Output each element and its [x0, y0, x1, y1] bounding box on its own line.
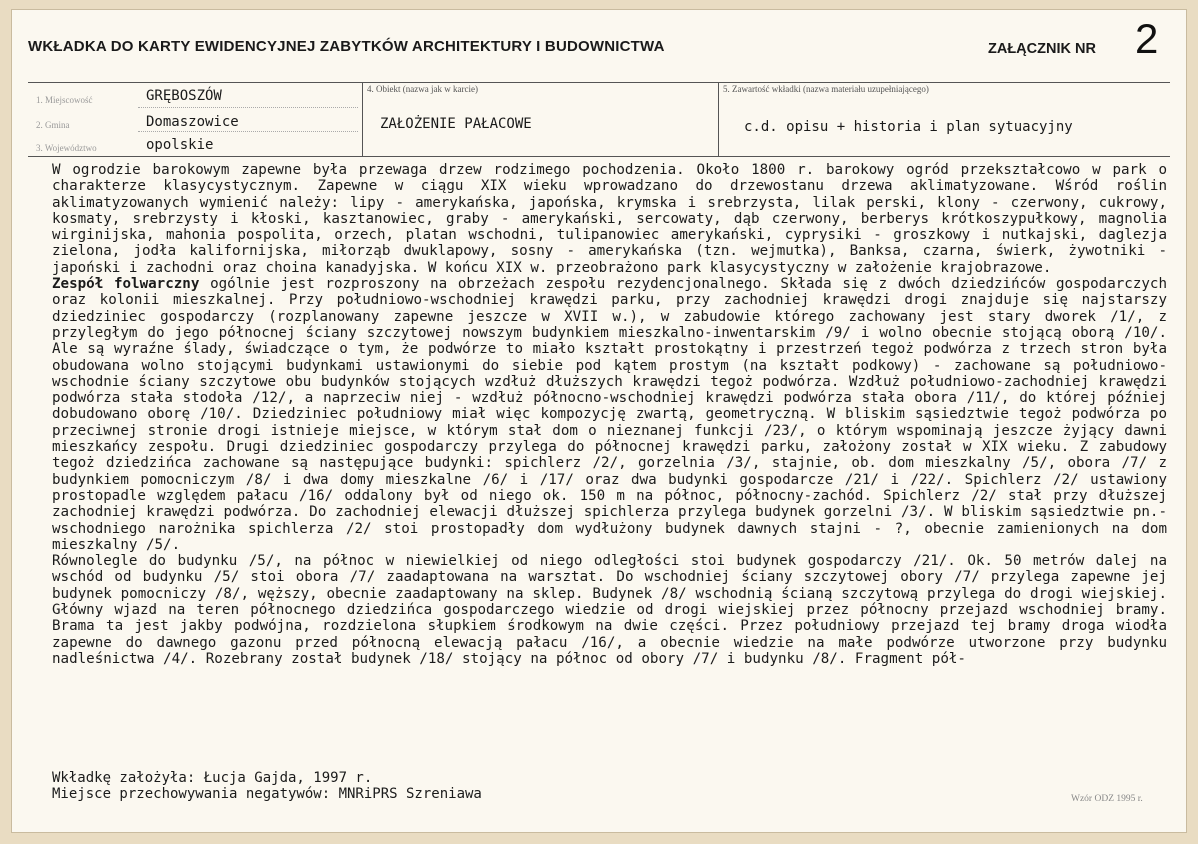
description-body	[52, 162, 1167, 667]
form-divider-2	[718, 82, 719, 156]
zawartosc-value: c.d. opisu + historia i plan sytuacyjny	[744, 119, 1073, 135]
wojewodztwo-value: opolskie	[146, 137, 214, 153]
annex-label: ZAŁĄCZNIK NR	[988, 41, 1096, 57]
gmina-label: 2. Gmina	[36, 120, 70, 130]
paragraph-buildings: Równolegle do budynku /5/, na północ w niewielkiej od niego odległości stoi budynek gospodarczy /21/. Ok. 50 metrów dalej na wschód od budynku /5/ stoi obora /7/ zaadaptowana na warsztat. Do wschodniej ściany szczytowej obory /7/ przylega zapewne jej budynek pomocniczy /8/, węższy, obecnie zaadaptowany na sklep. Budynek /8/ wschodnią ścianą szczytową przylega do drogi wiejskiej. Główny wjazd na teren północnego dziedzińca gospodarczego wiedzie od drogi wiejskiej przez północny przejazd wschodniej bramy. Brama ta jest jakby podwójna, rozdzielona słupkiem środkowym na dwie części. Przez południowy przejazd tej bramy droga wiodła zapewne do dawnego gazonu przed północną elewacją pałacu /16/, a obecnie wiedzie na małe podwórze utworzone przy budynku nadleśnictwa /4/. Rozebrany został budynek /18/ stojący na północ od obory /7/ i budynku /8/. Fragment pół-	[52, 553, 1167, 667]
document-title: WKŁADKA DO KARTY EWIDENCYJNEJ ZABYTKÓW ARCHITEKTURY I BUDOWNICTWA	[28, 38, 665, 55]
form-model-note: Wzór ODZ 1995 r.	[1071, 794, 1143, 804]
location-underline-2	[138, 131, 358, 132]
gmina-value: Domaszowice	[146, 114, 239, 130]
miejscowosc-label: 1. Miejscowość	[36, 95, 93, 105]
paragraph-farm	[52, 276, 1167, 553]
miejscowosc-value: GRĘBOSZÓW	[146, 88, 222, 104]
paragraph-farm-text: ogólnie jest rozproszony na obrzeżach zespołu rezydencjonalnego. Składa się z dwóch dziedzińców gospodarczych oraz kolonii mieszkalnej. Przy południowo-wschodniej krawędzi parku, przy zachodniej krawędzi drogi znajduje się najstarszy dziedziniec gospodarczy (rozplanowany zapewne jeszcze w XVII w.), w zabudowie którego zachowany jest stary dworek /1/, z przyległym do jego północnej ściany szczytowej nowszym budynkiem mieszkalno-inwentarskim /9/ i wolno obecnie stojącą oborą /10/. Ale są wyraźne ślady, świadczące o tym, że podwórze to miało kształt prostokątny i przestrzeń tegoż podwórza z trzech stron była obudowana wolno stojącymi budynkami ustawionymi do siebie pod kątem prostym (na kształt podkowy) - zachowane są południowo-wschodnie ściany szczytowe obu budynków stojących wzdłuż dłuższych krawędzi tegoż podwórza. Wzdłuż południowo-zachodniej krawędzi podwórza stała stodoła /12/, a naprzeciw niej - wzdłuż północno-wschodniej krawędzi podwórza stała obora /11/, do której później dobudowano oborę /10/. Dziedziniec południowy miał więc kompozycję zwartą, geometryczną. W bliskim sąsiedztwie tegoż podwórza po przeciwnej stronie drogi istnieje miejsce, w którym stał dom o nieznanej funkcji /23/, o którym wspominają jeszcze żyjący dawni mieszkańcy zespołu. Drugi dziedziniec gospodarczy przylega do północnej krawędzi parku, założony został w XIX wieku. Z zabudowy tegoż dziedzińca zachowane są następujące budynki: spichlerz /2/, gorzelnia /3/, stajnie, ob. dom mieszkalny /5/, obora /7/ z budynkiem pomocniczym /8/ i dwa domy mieszkalne /6/ i /17/ oraz dwa budynki gospodarcze /21/ i /22/. Spichlerz /2/ ustawiony prostopadle względem pałacu /16/ oddalony był od niego ok. 150 m na północ, północny-zachód. Spichlerz /2/ stał przy dłuższej zachodniej krawędzi podwórza. Do zachodniej elewacji dłuższej spichlerza przylega budynek gorzelni /3/. W bliskim sąsiedztwie pn.-wschodniego narożnika spichlerza /2/ stoi prostopadły dom wydłużony budynek dawnych stajni - ?, obecnie zamienionych na dom mieszkalny /5/.	[52, 276, 1167, 553]
paragraph-garden: W ogrodzie barokowym zapewne była przewaga drzew rodzimego pochodzenia. Około 1800 r. barokowy ogród przekształcowo w park o charakterze klasycystycznym. Zapewne w ciągu XIX wieku wprowadzano do drzewostanu drzewa aklimatyzowane. Wśród roślin aklimatyzowanych wymienić należy: lipy - amerykańska, japońska, krymska i srebrzysta, lilak perski, klony - czerwony, cukrowy, kosmaty, srebrzysty i kłoski, kasztanowiec, graby - amerykański, sercowaty, dąb czerwony, berberys krótkoszypułkowy, magnolia wirginijska, mahonia pospolita, orzech, platan wschodni, tulipanowiec amerykański, cyprysiki - groszkowy i nutkajski, daglezja zielona, jodła kalifornijska, miłorząb dwuklapowy, sosny - amerykańska (tzn. wejmutka), Banksa, czarna, świerk, żywotniki - japoński i zachodni oraz choina kanadyjska. W końcu XIX w. przeobrażono park klasycystyczny w założenie krajobrazowe.	[52, 162, 1167, 276]
obiekt-label: 4. Obiekt (nazwa jak w karcie)	[367, 84, 478, 94]
wojewodztwo-label: 3. Województwo	[36, 143, 97, 153]
paragraph-farm-heading: Zespół folwarczny	[52, 276, 200, 293]
zawartosc-label: 5. Zawartość wkładki (nazwa materiału uzupełniającego)	[723, 84, 929, 94]
author-line: Wkładkę założyła: Łucja Gajda, 1997 r.	[52, 770, 373, 786]
form-bottom-rule	[28, 156, 1170, 157]
annex-number: 2	[1135, 15, 1159, 62]
form-top-rule	[28, 82, 1170, 83]
location-underline-1	[138, 107, 358, 108]
negatives-location-line: Miejsce przechowywania negatywów: MNRiPRS Szreniawa	[52, 786, 482, 802]
form-divider-1	[362, 82, 363, 156]
obiekt-value: ZAŁOŻENIE PAŁACOWE	[380, 116, 532, 132]
